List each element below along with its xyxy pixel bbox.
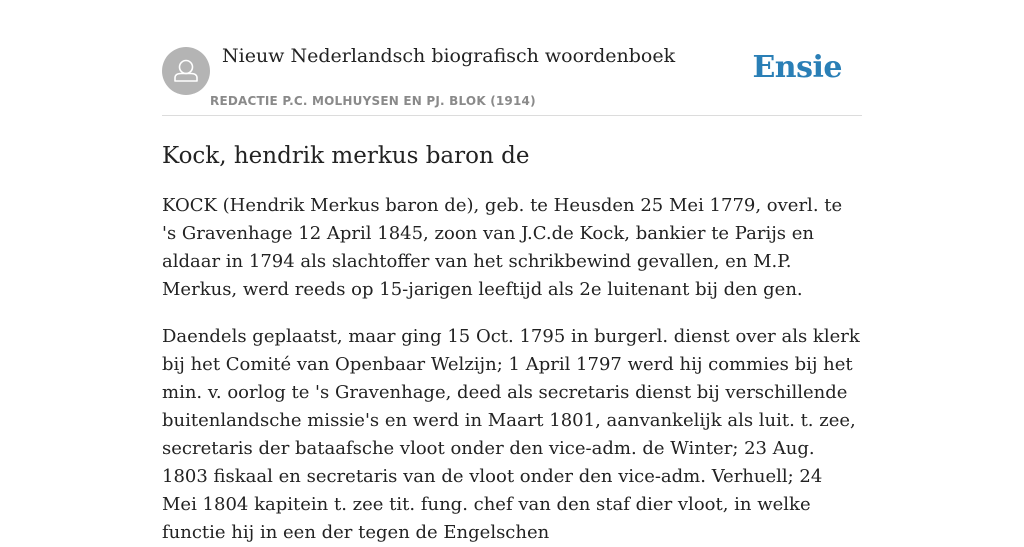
header [162,0,862,116]
ensie-logo[interactable]: Ensie [752,50,842,85]
book-title[interactable]: Nieuw Nederlandsch biografisch woordenboek [222,45,676,67]
editors-subtitle: REDACTIE P.C. MOLHUYSEN EN PJ. BLOK (1914) [210,94,536,108]
article-paragraph-2: Daendels geplaatst, maar ging 15 Oct. 1795 in burgerl. dienst over als klerk bij het Comité van Openbaar Welzijn; 1 April 1797 werd hij commies bij het min. v. oorlog te 's Gravenhage, deed als secretaris dienst bij verschillende buitenlandsche missie's en werd in Maart 1801, aanvankelijk als luit. t. zee, secretaris der bataafsche vloot onder den vice-adm. de Winter; 23 Aug. 1803 fiskaal en secretaris van de vloot onder den vice-adm. Verhuell; 24 Mei 1804 kapitein t. zee tit. fung. chef van den staf dier vloot, in welke functie hij in een der tegen de Engelschen [162,326,860,543]
user-avatar-icon[interactable] [162,47,210,95]
article-paragraph-1: KOCK (Hendrik Merkus baron de), geb. te Heusden 25 Mei 1779, overl. te 's Gravenhage 12 April 1845, zoon van J.C.de Kock, bankier te Parijs en aldaar in 1794 als slachtoffer van het schrikbewind gevallen, en M.P. Merkus, werd reeds op 15-jarigen leeftijd als 2e luitenant bij den gen. [162,195,843,300]
article-title: Kock, hendrik merkus baron de [162,143,530,169]
page [162,0,862,547]
